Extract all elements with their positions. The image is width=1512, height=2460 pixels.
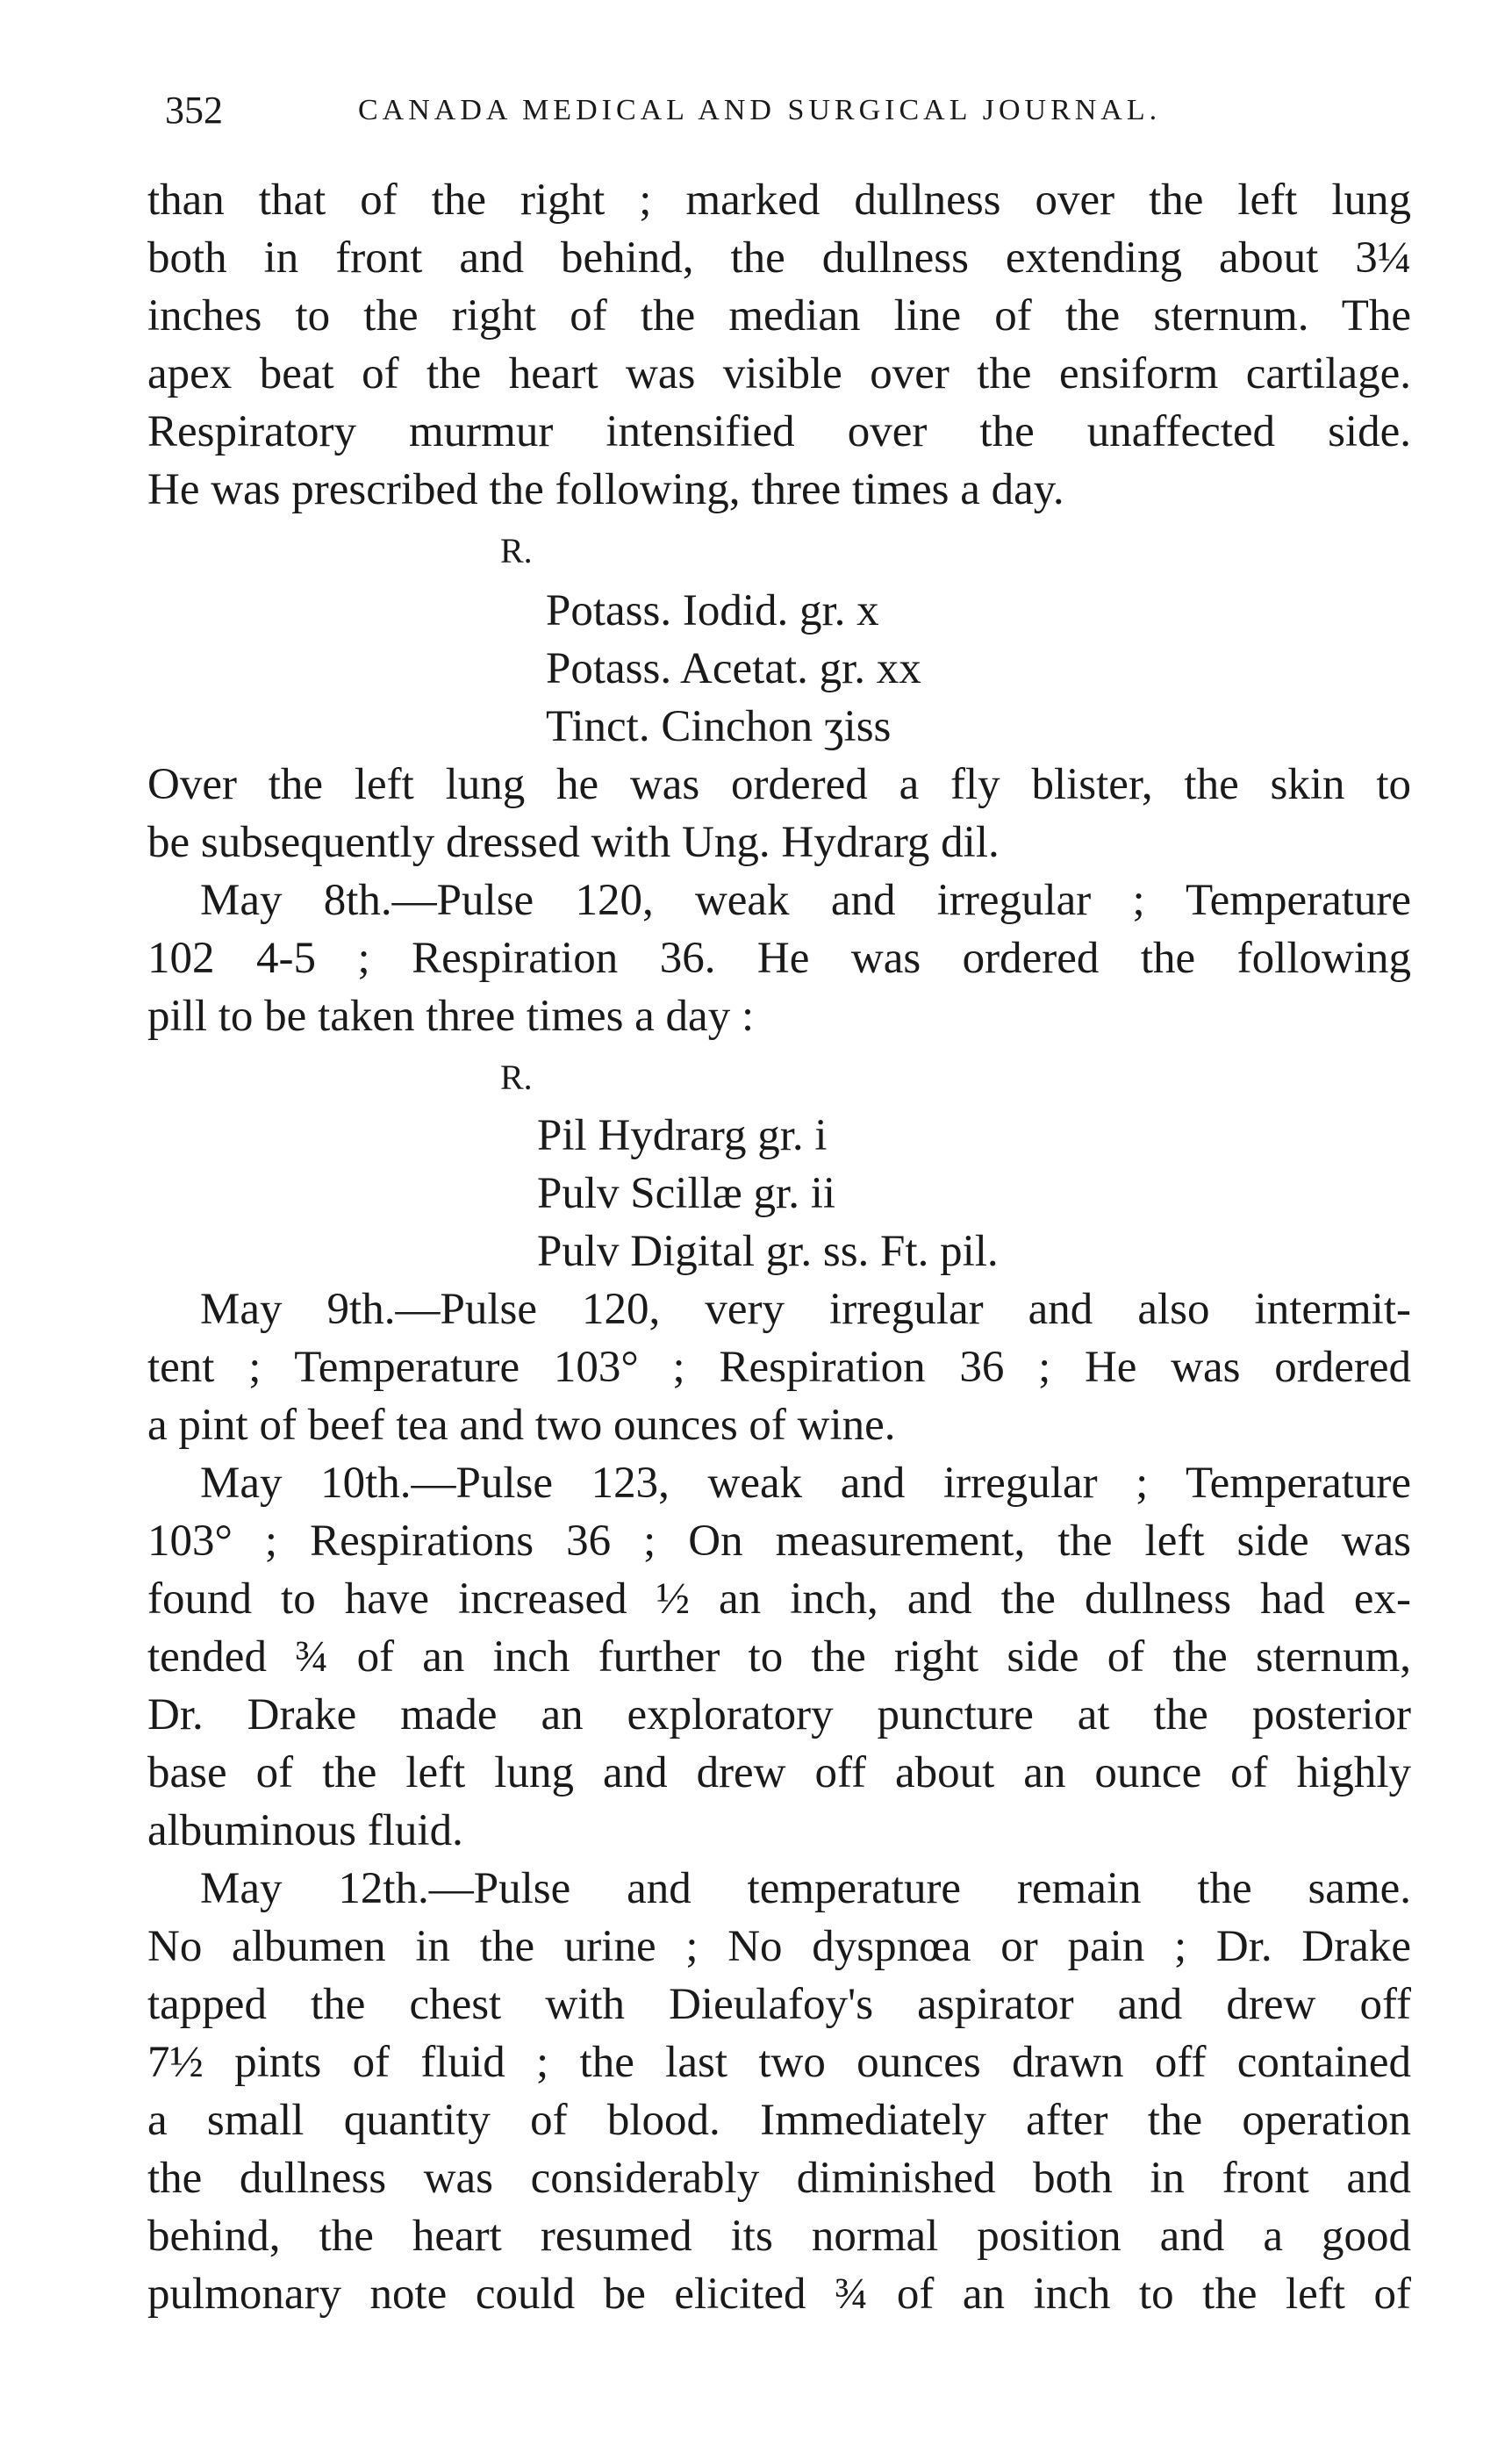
text-line: Dr. Drake made an exploratory puncture at the posterior bbox=[147, 1690, 1411, 1739]
text-line: May 12th.—Pulse and temperature remain the same. bbox=[200, 1864, 1411, 1913]
prescription-symbol: R. bbox=[500, 1058, 533, 1097]
prescription-symbol: R. bbox=[500, 531, 533, 570]
text-line: pulmonary note could be elicited ¾ of an inch to the left of bbox=[147, 2270, 1411, 2319]
text-line: both in front and behind, the dullness extending about 3¼ bbox=[147, 233, 1411, 283]
text-line: tapped the chest with Dieulafoy's aspirator and drew off bbox=[147, 1980, 1411, 2029]
text-line: a pint of beef tea and two ounces of wine. bbox=[147, 1401, 896, 1450]
text-line: albuminous fluid. bbox=[147, 1806, 463, 1855]
text-line: than that of the right ; marked dullness over the left lung bbox=[147, 176, 1411, 225]
text-line: a small quantity of blood. Immediately after the operation bbox=[147, 2096, 1411, 2145]
running-head bbox=[165, 84, 1411, 137]
text-line: found to have increased ½ an inch, and the dullness had ex- bbox=[147, 1574, 1411, 1624]
text-line: 7½ pints of fluid ; the last two ounces drawn off contained bbox=[147, 2038, 1411, 2087]
text-line: inches to the right of the median line of the sternum. The bbox=[147, 291, 1411, 341]
text-line: No albumen in the urine ; No dyspnœa or pain ; Dr. Drake bbox=[147, 1922, 1411, 1971]
prescription-line: Potass. Acetat. gr. xx bbox=[546, 644, 921, 693]
prescription-line: Potass. Iodid. gr. x bbox=[546, 586, 879, 635]
text-line: Over the left lung he was ordered a fly blister, the skin to bbox=[147, 760, 1411, 809]
journal-title: CANADA MEDICAL AND SURGICAL JOURNAL. bbox=[358, 94, 1162, 126]
text-line: 102 4-5 ; Respiration 36. He was ordered the following bbox=[147, 934, 1411, 983]
text-line: He was prescribed the following, three times a day. bbox=[147, 465, 1064, 514]
text-line: May 10th.—Pulse 123, weak and irregular ; Temperature bbox=[200, 1459, 1411, 1508]
prescription-line: Pulv Digital gr. ss. Ft. pil. bbox=[537, 1227, 999, 1276]
text-line: the dullness was considerably diminished both in front and bbox=[147, 2154, 1411, 2203]
text-line: May 9th.—Pulse 120, very irregular and also intermit- bbox=[200, 1285, 1411, 1334]
text-line: be subsequently dressed with Ung. Hydrarg dil. bbox=[147, 818, 1000, 867]
prescription-line: Tinct. Cinchon ʒiss bbox=[546, 702, 892, 751]
page-number: 352 bbox=[165, 89, 223, 132]
text-line: tended ¾ of an inch further to the right side of the sternum, bbox=[147, 1632, 1411, 1682]
text-line: May 8th.—Pulse 120, weak and irregular ; Temperature bbox=[200, 876, 1411, 925]
text-line: apex beat of the heart was visible over the ensiform cartilage. bbox=[147, 349, 1411, 398]
text-line: pill to be taken three times a day : bbox=[147, 992, 755, 1041]
prescription-line: Pil Hydrarg gr. i bbox=[537, 1111, 828, 1160]
text-line: tent ; Temperature 103° ; Respiration 36 ; He was ordered bbox=[147, 1343, 1411, 1392]
text-line: base of the left lung and drew off about an ounce of highly bbox=[147, 1748, 1411, 1797]
text-line: behind, the heart resumed its normal position and a good bbox=[147, 2212, 1411, 2261]
text-line: Respiratory murmur intensified over the unaffected side. bbox=[147, 407, 1411, 456]
prescription-line: Pulv Scillæ gr. ii bbox=[537, 1169, 836, 1218]
text-line: 103° ; Respirations 36 ; On measurement, the left side was bbox=[147, 1517, 1411, 1566]
